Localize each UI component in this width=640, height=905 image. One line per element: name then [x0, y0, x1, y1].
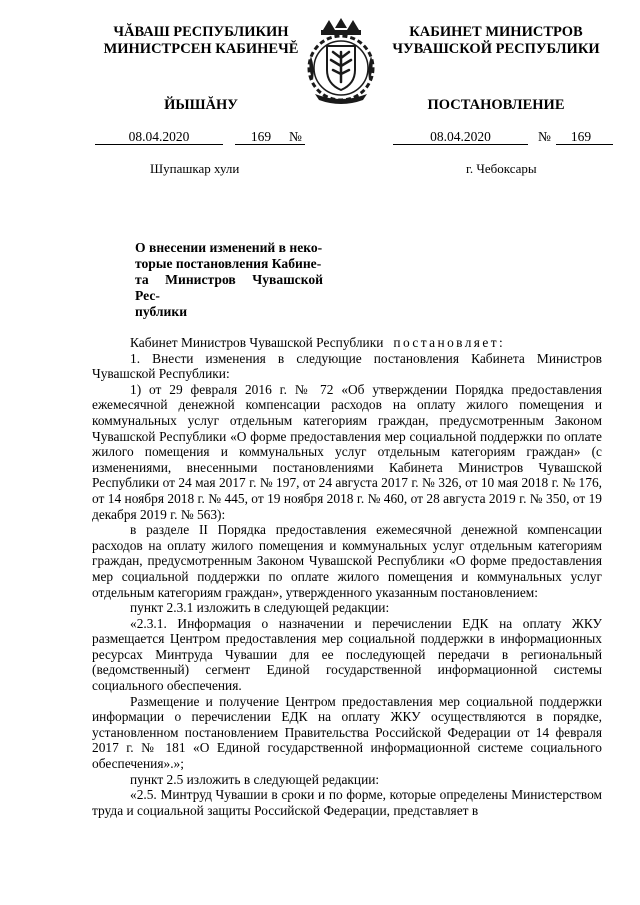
right-date: 08.04.2020	[430, 129, 491, 144]
body-paragraph: «2.3.1. Информация о назначении и перечислении ЕДК на оплату ЖКУ размещается Центром предоставления мер социальной поддержки в информационных ресурсах Минтруда Чувашии для ее последующей передачи в региональный (ведомственный) сегмент Единой государственной информационной системы социального обеспечения.	[92, 615, 602, 694]
body-paragraph: 1) от 29 февраля 2016 г. № 72 «Об утверждении Порядка предоставления ежемесячной денежной компенсации расходов на оплату жилого помещения и коммунальных услуг отдельным категориям граждан, предусмотренным Законом Чувашской Республики «О форме предоставления мер социальной поддержки по оплате жилого помещения и коммунальных услуг отдельным категориям граждан» (с изменениями, внесенными постановлениями Кабинета Министров Чувашской Республики от 24 мая 2017 г. № 197, от 24 августа 2017 г. № 326, от 10 мая 2018 г. № 176, от 14 ноября 2018 г. № 445, от 19 ноября 2018 г. № 460, от 28 августа 2019 г. № 350, от 19 декабря 2019 г. № 563):	[92, 381, 602, 522]
body-paragraph: 1. Внести изменения в следующие постановления Кабинета Министров Чувашской Республики:	[92, 350, 602, 382]
intro-verb: постановляет:	[393, 335, 506, 350]
body-paragraph: в разделе II Порядка предоставления ежемесячной денежной компенсации расходов на оплату жилого помещения и коммунальных услуг отдельным категориям граждан, предусмотренным Законом Чувашской Республики «О форме предоставления мер социальной поддержки по оплате жилого помещения и коммунальных услуг отдельным категориям граждан», утвержденного указанным постановлением:	[92, 522, 602, 600]
header-right-doc-type: ПОСТАНОВЛЕНИЕ	[427, 97, 565, 113]
document-subject: О внесении изменений в неко- торые постановления Кабине- та Министров Чувашской Рес- публики	[135, 240, 323, 319]
registration-right	[393, 129, 613, 147]
right-number-sign: №	[538, 129, 551, 144]
body-paragraph: «2.5. Минтруд Чувашии в сроки и по форме, которые определены Министерством труда и социальной защиты Российской Федерации, представляет в	[92, 787, 602, 818]
chuvash-emblem-icon	[301, 16, 381, 106]
header-right-org: КАБИНЕТ МИНИСТРОВ ЧУВАШСКОЙ РЕСПУБЛИКИ	[392, 24, 600, 57]
header-left-doc-type: ЙЫШĂНУ	[164, 97, 238, 113]
left-date: 08.04.2020	[128, 129, 190, 144]
header-left-org: ЧĂВАШ РЕСПУБЛИКИН МИНИСТРСЕН КАБИНЕЧĔ	[103, 24, 299, 57]
intro-prefix: Кабинет Министров Чувашской Республики	[130, 335, 384, 350]
right-city: г. Чебоксары	[466, 161, 537, 176]
body-paragraph: Размещение и получение Центром предоставления мер социальной поддержки информации о перечислении ЕДК на оплату ЖКУ осуществляются в порядке, установленном постановлением Правительства Российской Федерации от 14 февраля 2017 г. № 181 «О Единой государственной информационной системе социального обеспечения».»;	[92, 693, 602, 772]
right-number: 169	[570, 129, 592, 144]
body-paragraph: пункт 2.5 изложить в следующей редакции:	[130, 771, 380, 787]
left-number-sign: №	[289, 129, 302, 144]
registration-left	[95, 129, 325, 147]
document-body	[92, 335, 602, 818]
left-number: 169	[250, 129, 272, 144]
intro-paragraph	[92, 335, 602, 351]
body-paragraph: пункт 2.3.1 изложить в следующей редакции:	[130, 600, 390, 616]
left-city: Шупашкар хули	[150, 161, 240, 176]
